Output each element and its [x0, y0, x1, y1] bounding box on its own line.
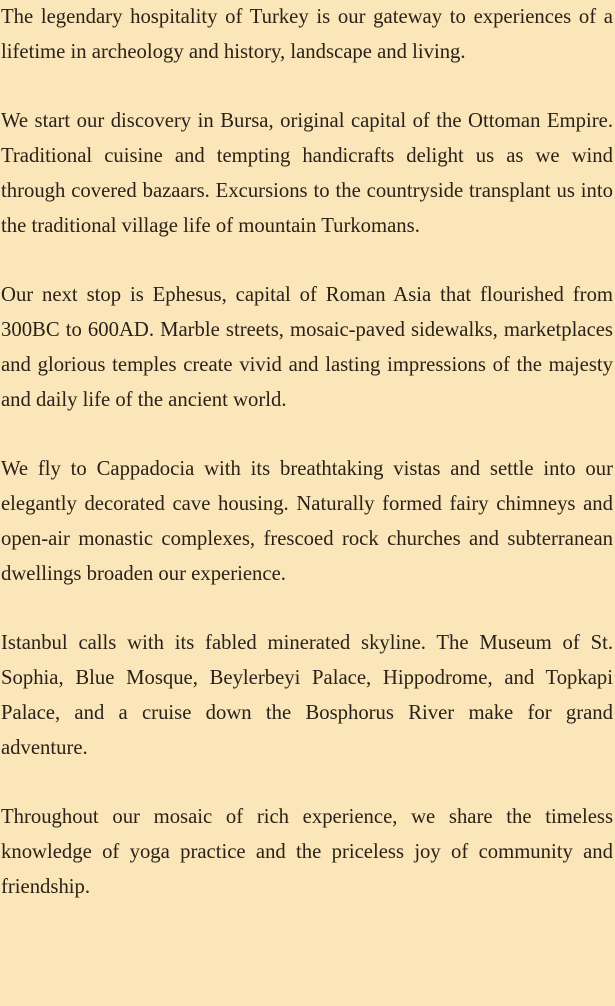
- cappadocia-paragraph: We fly to Cappadocia with its breathtaking vistas and settle into our elegantly decorated cave housing. Naturally formed fairy chimneys and open-air monastic complexes, frescoed rock churches and subterranean dwellings broaden our experience.: [1, 458, 613, 585]
- bursa-paragraph: We start our discovery in Bursa, original capital of the Ottoman Empire. Traditional cuisine and tempting handicrafts delight us as we wind through covered bazaars. Excursions to the countryside transplant us into the traditional village life of mountain Turkomans.: [1, 110, 613, 237]
- intro-paragraph: The legendary hospitality of Turkey is our gateway to experiences of a lifetime in archeology and history, landscape and living.: [1, 6, 613, 63]
- istanbul-paragraph: Istanbul calls with its fabled minerated skyline. The Museum of St. Sophia, Blue Mosque, Beylerbeyi Palace, Hippodrome, and Topkapi Palace, and a cruise down the Bosphorus River make for grand adventure.: [1, 632, 613, 759]
- ephesus-paragraph: Our next stop is Ephesus, capital of Roman Asia that flourished from 300BC to 600AD. Marble streets, mosaic-paved sidewalks, marketplaces and glorious temples create vivid and lasting impressions of the majesty and daily life of the ancient world.: [1, 284, 613, 411]
- closing-paragraph: Throughout our mosaic of rich experience, we share the timeless knowledge of yoga practice and the priceless joy of community and friendship.: [1, 806, 613, 898]
